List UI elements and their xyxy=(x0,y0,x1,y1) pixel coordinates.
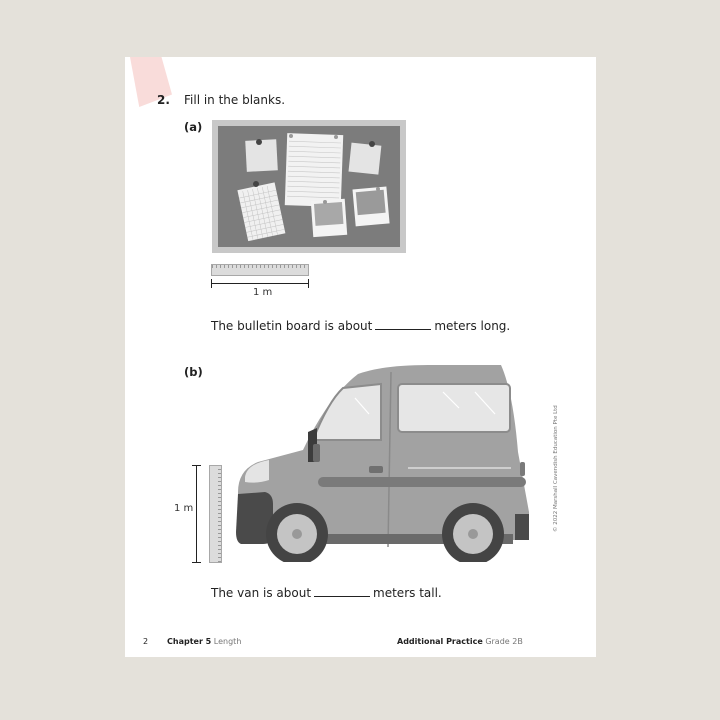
ruler-label-a: 1 m xyxy=(253,287,273,298)
footer-chapter-title: Length xyxy=(213,637,242,646)
answer-blank-b[interactable] xyxy=(314,587,370,597)
sentence-b xyxy=(211,586,442,600)
ruler-label-b: 1 m xyxy=(174,503,194,514)
sentence-b-end: meters tall. xyxy=(373,586,442,600)
footer-chapter-number: Chapter 5 xyxy=(167,637,212,646)
sentence-b-start: The van is about xyxy=(211,586,312,600)
dimension-line-vertical-1m xyxy=(196,465,197,563)
footer-book-title: Additional Practice xyxy=(397,637,483,646)
footer-page-number: 2 xyxy=(143,637,149,646)
footer-chapter xyxy=(167,637,241,646)
part-b-label: (b) xyxy=(184,365,203,379)
bulletin-board-image xyxy=(212,120,406,253)
horizontal-ruler xyxy=(211,264,309,276)
vertical-ruler xyxy=(209,465,222,563)
footer-grade: Grade 2B xyxy=(485,637,523,646)
question-instruction: Fill in the blanks. xyxy=(184,93,286,107)
footer-book xyxy=(397,637,523,646)
van-image xyxy=(233,362,533,562)
part-a-label: (a) xyxy=(184,120,203,134)
sentence-a-start: The bulletin board is about xyxy=(211,319,373,333)
sentence-a xyxy=(211,319,510,333)
question-number: 2. xyxy=(157,93,170,107)
sentence-a-end: meters long. xyxy=(434,319,511,333)
worksheet-page xyxy=(125,57,596,657)
answer-blank-a[interactable] xyxy=(375,320,431,330)
dimension-line-1m xyxy=(211,283,309,284)
copyright-notice: © 2022 Marshall Cavendish Education Pte Ltd xyxy=(553,405,559,532)
